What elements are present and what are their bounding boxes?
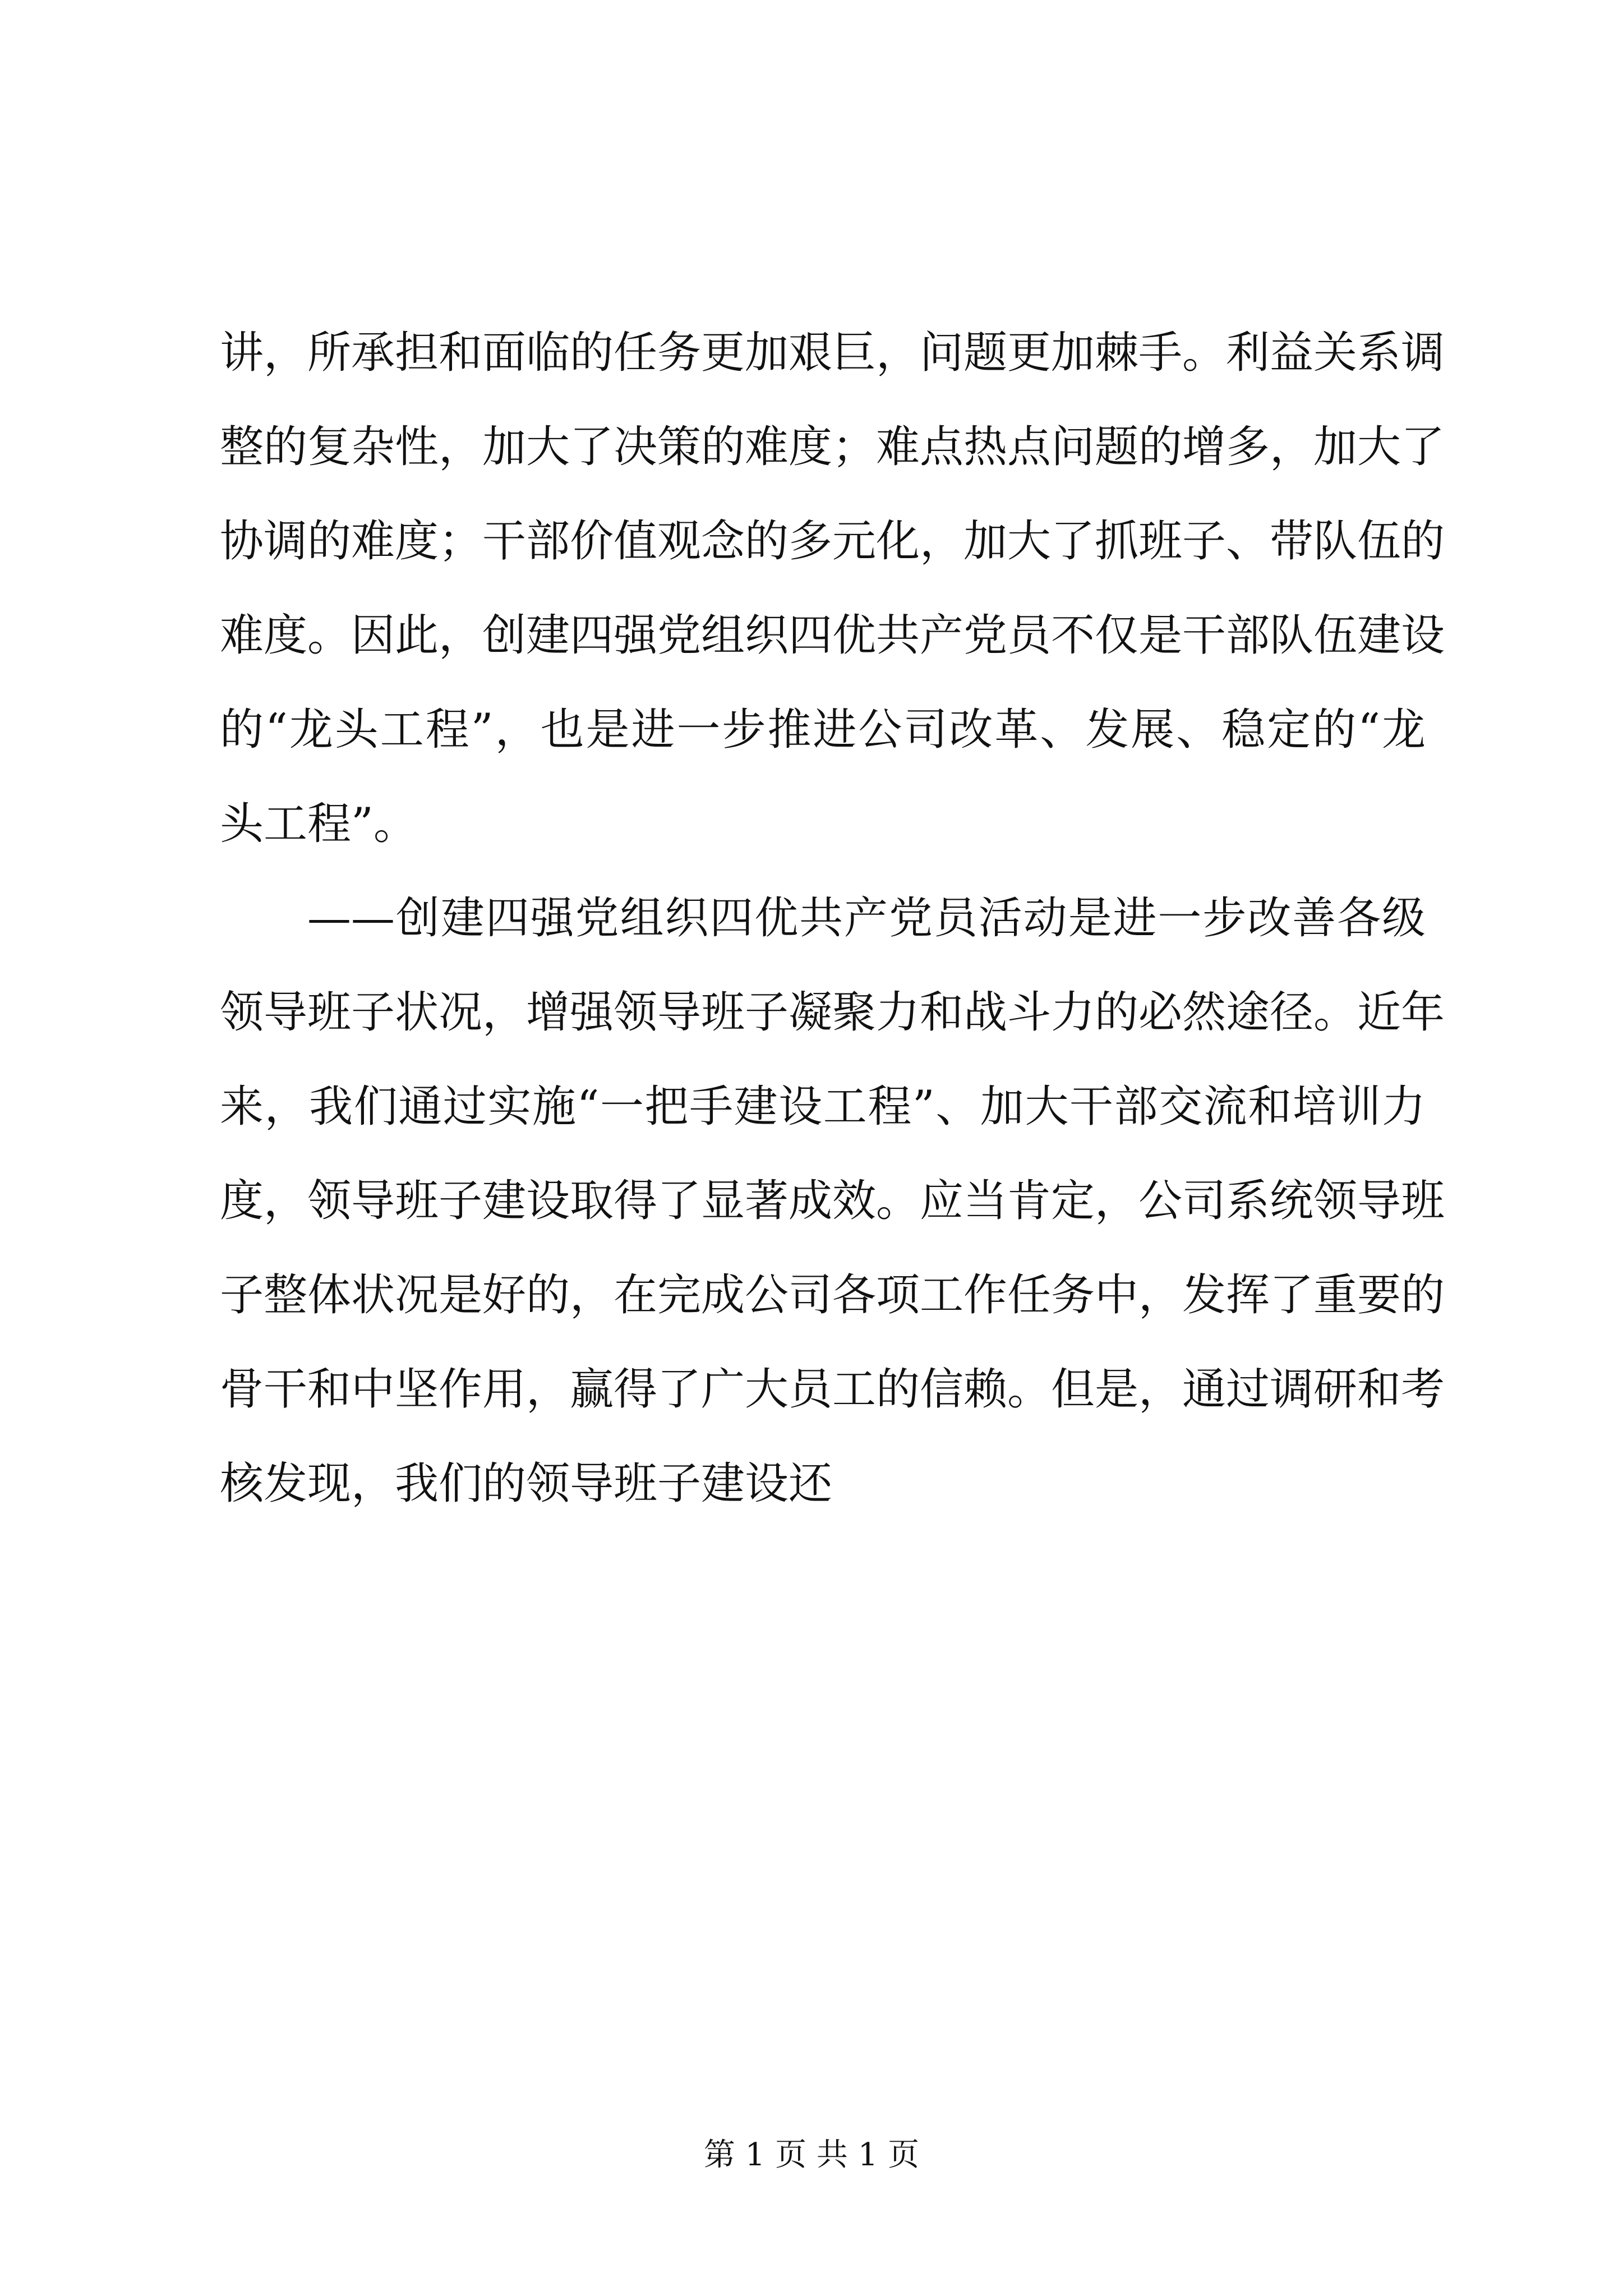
document-body — [220, 306, 1445, 1531]
text-line: 骨干和中坚作用，赢得了广大员工的信赖。但是，通过调研和考 — [220, 1364, 1445, 1415]
text-line: 来，我们通过实施“一把手建设工程”、加大干部交流和培训力 — [220, 1082, 1426, 1132]
text-line: 子整体状况是好的，在完成公司各项工作任务中，发挥了重要的 — [220, 1270, 1445, 1320]
text-line: 整的复杂性，加大了决策的难度；难点热点问题的增多，加大了 — [220, 422, 1445, 472]
text-line: 度，领导班子建设取得了显著成效。应当肯定，公司系统领导班 — [220, 1176, 1445, 1226]
text-line: 领导班子状况，增强领导班子凝聚力和战斗力的必然途径。近年 — [220, 987, 1445, 1038]
text-line: 协调的难度；干部价值观念的多元化，加大了抓班子、带队伍的 — [220, 516, 1445, 567]
paragraph-2 — [220, 871, 1445, 1531]
text-line: 难度。因此，创建四强党组织四优共产党员不仅是干部队伍建设 — [220, 610, 1445, 661]
page-number-label: 第 1 页 共 1 页 — [703, 2137, 920, 2173]
text-line: 头工程”。 — [220, 799, 417, 849]
paragraph-1 — [220, 306, 1445, 871]
text-line: ——创建四强党组织四优共产党员活动是进一步改善各级 — [307, 893, 1426, 944]
page-footer — [0, 2133, 1623, 2178]
text-line: 的“龙头工程”，也是进一步推进公司改革、发展、稳定的“龙 — [220, 705, 1426, 755]
text-line: 讲，所承担和面临的任务更加艰巨，问题更加棘手。利益关系调 — [220, 328, 1445, 378]
text-line: 核发现，我们的领导班子建设还 — [220, 1458, 833, 1509]
